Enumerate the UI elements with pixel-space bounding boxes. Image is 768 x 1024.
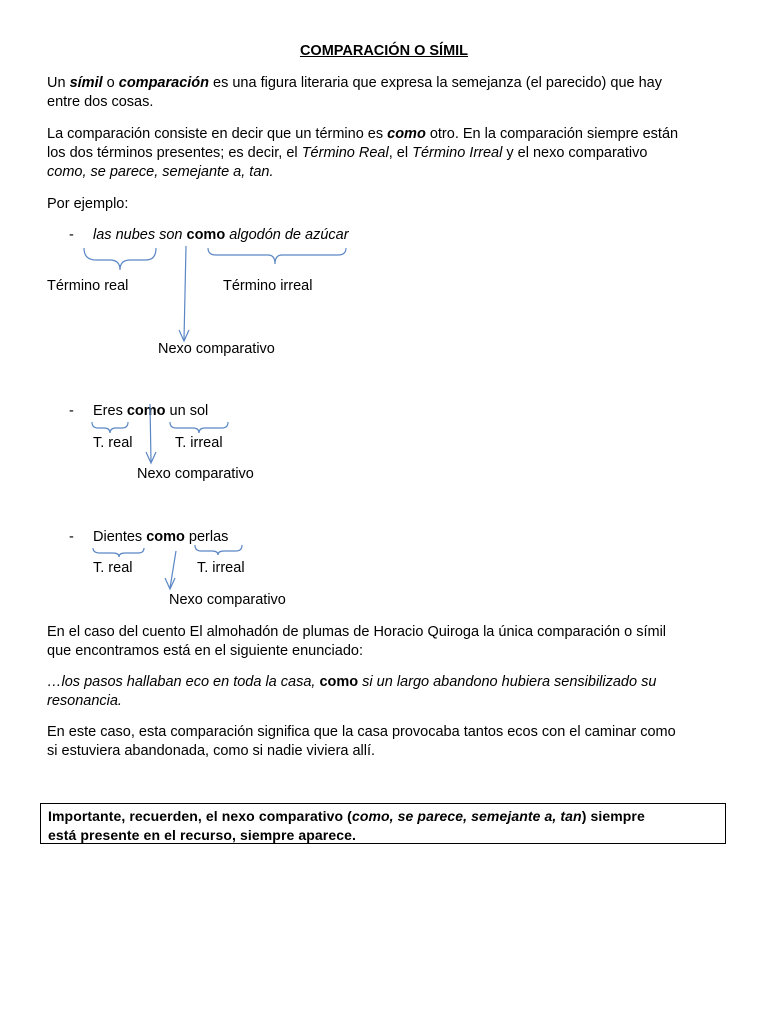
keyword-como: como (126, 403, 166, 419)
text: o (102, 75, 119, 91)
term-comparacion: comparación (118, 75, 209, 91)
label-nexo-comparativo: Nexo comparativo (158, 341, 275, 357)
nexo-list: como, se parece, semejante a, tan (351, 808, 582, 824)
text: y el nexo comparativo (502, 145, 648, 161)
text: , el (388, 145, 413, 161)
keyword-como: como (186, 227, 226, 243)
bracket-t-irreal (195, 545, 242, 555)
label-termino-real: Término real (47, 278, 129, 294)
term-real: Término Real (301, 145, 389, 161)
text: resonancia. (47, 693, 122, 709)
bullet-dash: - (69, 529, 74, 545)
text: Eres (93, 403, 127, 419)
text: los dos términos presentes; es decir, el (47, 145, 302, 161)
bullet-dash: - (69, 227, 74, 243)
label-nexo-comparativo: Nexo comparativo (137, 466, 254, 482)
example-sentence-2 (93, 403, 208, 419)
label-t-irreal: T. irreal (175, 435, 223, 451)
arrow-nexo-line (184, 246, 186, 340)
bracket-t-real (93, 548, 144, 557)
text: otro. En la comparación siempre están (425, 126, 679, 142)
text: …los pasos hallaban eco en toda la casa, (47, 674, 320, 690)
text: un sol (165, 403, 209, 419)
arrow-nexo-head (146, 452, 156, 463)
arrow-nexo-head (165, 578, 175, 589)
text: es una figura literaria que expresa la semejanza (el parecido) que hay (209, 75, 662, 91)
label-t-real: T. real (93, 560, 133, 576)
text: Un (47, 75, 70, 91)
story-paragraph (47, 623, 727, 661)
bracket-termino-irreal (208, 248, 346, 264)
definition-paragraph (47, 74, 727, 112)
text: perlas (184, 529, 229, 545)
text: ) siempre (581, 808, 645, 824)
text: Importante, recuerden, el nexo comparativo ( (48, 808, 352, 824)
term-simil: símil (69, 75, 103, 91)
example-sentence-1 (93, 227, 349, 243)
meaning-paragraph (47, 723, 727, 761)
text: si estuviera abandonada, como si nadie viviera allí. (47, 743, 376, 759)
explanation-paragraph (47, 125, 727, 182)
label-t-irreal: T. irreal (197, 560, 245, 576)
important-note-box (40, 803, 726, 844)
label-t-real: T. real (93, 435, 133, 451)
example-sentence-3 (93, 529, 228, 545)
arrow-nexo-line (170, 551, 176, 588)
text: En el caso del cuento El almohadón de plumas de Horacio Quiroga la única comparación o símil (47, 624, 667, 640)
bullet-dash: - (69, 403, 74, 419)
arrow-nexo-head (179, 330, 189, 341)
label-termino-irreal: Término irreal (223, 278, 313, 294)
text: si un largo abandono hubiera sensibilizado su (358, 674, 657, 690)
keyword-como: como (387, 126, 426, 142)
text: algodón de azúcar (225, 227, 349, 243)
term-irreal: Término Irreal (412, 145, 503, 161)
bracket-t-real (92, 422, 128, 433)
text: que encontramos está en el siguiente enunciado: (47, 643, 363, 659)
nexo-list: como, se parece, semejante a, tan. (47, 164, 274, 180)
story-quote (47, 673, 727, 711)
label-nexo-comparativo: Nexo comparativo (169, 592, 286, 608)
text: las nubes son (93, 227, 187, 243)
text: está presente en el recurso, siempre aparece. (48, 827, 356, 843)
text: La comparación consiste en decir que un término es (47, 126, 388, 142)
keyword-como: como (146, 529, 185, 545)
text: Dientes (93, 529, 147, 545)
page-title: COMPARACIÓN O SÍMIL (299, 43, 469, 59)
bracket-t-irreal (170, 422, 228, 433)
keyword-como: como (319, 674, 359, 690)
text: En este caso, esta comparación significa que la casa provocaba tantos ecos con el caminar como (47, 724, 676, 740)
bracket-termino-real (84, 248, 156, 270)
text: entre dos cosas. (47, 94, 154, 110)
example-intro: Por ejemplo: (47, 196, 129, 212)
